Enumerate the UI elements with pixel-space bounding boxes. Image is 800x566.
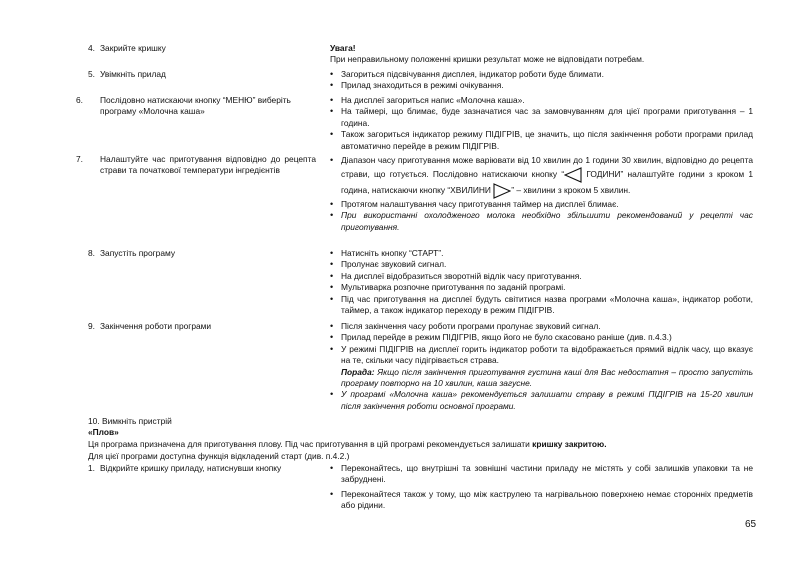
- list-item: • Натисніть кнопку “СТАРТ”.: [330, 248, 753, 259]
- list-item: • Після закінчення часу роботи програми пролунає звуковий сигнал.: [330, 321, 753, 332]
- pilaf-step-1-instruction: 1. Відкрийте кришку приладу, натиснувши кнопку: [88, 463, 282, 473]
- triangle-right-icon: [493, 183, 511, 199]
- warning-box: [330, 43, 753, 66]
- step-4-instruction: 4. Закрийте кришку: [88, 43, 166, 53]
- list-item: • Прилад знаходиться в режимі очікування.: [330, 80, 753, 91]
- list-item: • На дисплеї відобразиться зворотній відлік часу приготування.: [330, 271, 753, 282]
- triangle-left-icon: [564, 167, 582, 183]
- list-item: • У програмі «Молочна каша» рекомендується залишати страву в режимі ПІДІГРІВ на 15-20 хвилин після закінчення роботи основної програми.: [330, 389, 753, 412]
- step-6-instruction: 6. Послідовно натискаючи кнопку “МЕНЮ” виберіть програму «Молочна каша»: [76, 95, 291, 116]
- list-item: • Також загориться індикатор режиму ПІДІГРІВ, це значить, що після закінчення роботи програми прилад автоматично перейде в режим ПІДІГРІВ.: [330, 129, 753, 152]
- list-item: • При використанні охолодженого молока необхідно збільшити рекомендований у рецепті час приготування.: [330, 210, 753, 233]
- step-7-instruction: 7. Налаштуйте час приготування відповідно до рецепта страви та початкової температури інгредієнтів: [76, 154, 316, 175]
- pilaf-deferred-start: Для цієї програми доступна функція відкладений старт (див. п.4.2.): [88, 451, 350, 461]
- list-item: • Загориться підсвічування дисплея, індикатор роботи буде блимати.: [330, 69, 753, 80]
- list-item: • Протягом налаштування часу приготування таймер на дисплеї блимає.: [330, 199, 753, 210]
- pilaf-step-1-notes: [330, 463, 753, 512]
- step-6-notes: [330, 95, 753, 152]
- list-item: • Діапазон часу приготування може варіювати від 10 хвилин до 1 години 30 хвилин, відповідно до рецепта страви, що готується. Послідовно натискаючи кнопку “ ГОДИНИ” налаштуйте години з кроком 1 година, натискаючи кнопку “ХВИЛИНИ ” – хвилини з кроком 5 хвилин.: [330, 154, 753, 199]
- pilaf-description: Ця програма призначена для приготування плову. Під час приготування в цій програмі рекомендується залишати кришку закритою.: [88, 439, 607, 449]
- list-item: • Переконайтесь, що внутрішні та зовнішні частини приладу не містять у собі залишків упаковки та не забруднені.: [330, 463, 753, 486]
- warning-text: При неправильному положенні кришки результат може не відповідати потребам.: [330, 54, 645, 65]
- list-item: • Під час приготування на дисплеї будуть світитися назва програми «Молочна каша», індикатор роботи, таймер, а також індикатор переходу в режим ПІДІГРІВ.: [330, 294, 753, 317]
- list-item: • У режимі ПІДІГРІВ на дисплеї горить індикатор роботи та відображається прямий відлік часу, що вказує на те, скільки часу підігрівається страва.: [330, 344, 753, 367]
- tip-item: Порада: Якщо після закінчення приготування густина каші для Вас недостатня – просто запустіть програму повторно на 10 хвилин, каша загусне.: [341, 366, 753, 389]
- list-item: • На таймері, що блимає, буде зазначатися час за замовчуванням для цієї програми приготування – 1 година.: [330, 106, 753, 129]
- list-item: • Мультиварка розпочне приготування по заданій програмі.: [330, 282, 753, 293]
- pilaf-title: «Плов»: [88, 427, 119, 437]
- list-item: • Прилад перейде в режим ПІДІГРІВ, якщо його не було скасовано раніше (див. п.4.3.): [330, 332, 753, 343]
- tip-label: Порада:: [341, 366, 375, 377]
- step-7-notes: [330, 154, 753, 233]
- step-9-instruction: 9. Закінчення роботи програми: [88, 321, 212, 331]
- list-item: • На дисплеї загориться напис «Молочна каша».: [330, 95, 753, 106]
- step-9-notes: [330, 321, 753, 412]
- list-item: • Пролунає звуковий сигнал.: [330, 259, 753, 270]
- step-5-notes: [330, 69, 753, 92]
- page-number: 65: [745, 519, 757, 530]
- step-5-instruction: 5. Увімкніть прилад: [88, 69, 166, 79]
- step-8-notes: [330, 248, 753, 316]
- warning-title: Увага!: [330, 43, 356, 53]
- list-item: • Переконайтеся також у тому, що між каструлею та нагрівальною поверхнею немає сторонніх предметів або рідини.: [330, 489, 753, 512]
- step-10-instruction: 10. Вимкніть пристрій: [88, 416, 172, 426]
- step-8-instruction: 8. Запустіть програму: [88, 248, 176, 258]
